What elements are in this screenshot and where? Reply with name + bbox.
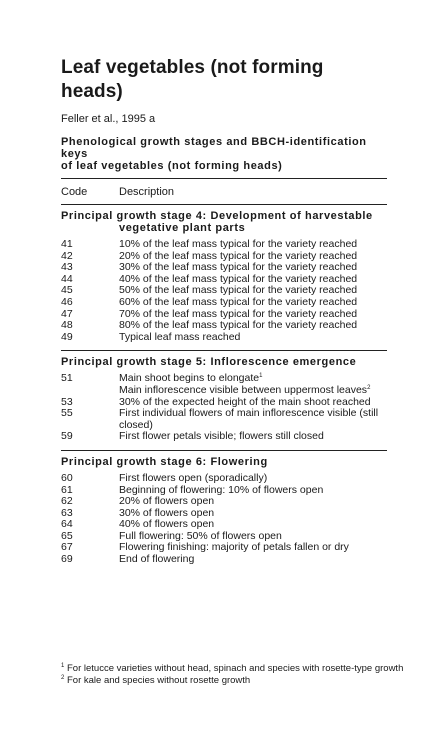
bbch-code: 43 — [61, 261, 73, 274]
footnote — [61, 675, 421, 687]
stage-description-text: 30% of the expected height of the main shoot reached — [119, 395, 371, 408]
bbch-code: 44 — [61, 272, 73, 285]
stage-description-text: Typical leaf mass reached — [119, 330, 241, 343]
stage-section — [61, 351, 387, 450]
table-heading — [61, 136, 387, 172]
table-row — [61, 496, 387, 508]
bbch-code: 61 — [61, 483, 73, 496]
bbch-code: 55 — [61, 407, 73, 420]
stage-description-text: 70% of the leaf mass typical for the variety reached — [119, 307, 358, 320]
stage-description — [119, 408, 387, 431]
stage-title-line-1: Principal growth stage 5: Inflorescence emergence — [61, 356, 357, 369]
stage-title-line-1: Principal growth stage 4: Development of harvestable — [61, 210, 373, 222]
footnote-mark: 1 — [61, 663, 65, 669]
stage-description-text: 30% of the leaf mass typical for the variety reached — [119, 261, 358, 274]
bbch-code: 59 — [61, 430, 73, 443]
bbch-code: 48 — [61, 319, 73, 332]
stage-section — [61, 205, 387, 350]
stage-title — [61, 210, 387, 234]
stage-description-text: End of flowering — [119, 553, 195, 566]
stage-description-text: 10% of the leaf mass typical for the variety reached — [119, 238, 358, 250]
bbch-code: 63 — [61, 506, 73, 519]
column-header-code: Code — [61, 186, 88, 198]
stage-description-text: 60% of the leaf mass typical for the variety reached — [119, 295, 358, 308]
table-row — [61, 554, 387, 566]
footnote-text: For letucce varieties without head, spinach and species with rosette-type growth — [66, 663, 404, 674]
stage-description-text: First flowers open (sporadically) — [119, 471, 268, 484]
stage-description-text: Main inflorescence visible between uppermost leaves — [119, 383, 368, 396]
stage-section — [61, 451, 387, 573]
table-row — [61, 431, 387, 443]
bbch-code: 69 — [61, 553, 73, 566]
stage-description-text: 50% of the leaf mass typical for the variety reached — [119, 284, 358, 297]
footnote-reference: 2 — [367, 384, 371, 391]
bbch-code: 62 — [61, 495, 73, 508]
footnote-text: For kale and species without rosette growth — [66, 674, 251, 686]
document-page — [61, 56, 387, 573]
stage-description-text: Beginning of flowering: 10% of flowers open — [119, 483, 324, 496]
bbch-code: 46 — [61, 295, 73, 308]
stage-description-text: 40% of the leaf mass typical for the variety reached — [119, 272, 358, 285]
bbch-code: 45 — [61, 284, 73, 297]
column-header-description: Description — [119, 186, 175, 198]
stage-title-line-2: vegetative plant parts — [119, 222, 246, 234]
table-row — [61, 408, 387, 431]
bbch-code: 42 — [61, 249, 73, 262]
bbch-code: 53 — [61, 395, 73, 408]
bbch-code: 60 — [61, 471, 73, 484]
table-row — [61, 508, 387, 520]
citation: Feller et al., 1995 a — [61, 113, 156, 125]
stage-description-text: Main shoot begins to elongate — [119, 372, 260, 385]
stage-description-text: First individual flowers of main inflorescence visible (still closed) — [119, 407, 379, 431]
stage-description — [119, 332, 387, 344]
stage-description — [119, 431, 387, 443]
bbch-code — [61, 385, 119, 397]
bbch-code: 67 — [61, 541, 73, 554]
bbch-code: 47 — [61, 307, 73, 320]
stage-description-text: Flowering finishing: majority of petals fallen or dry — [119, 541, 349, 554]
stage-description-text: 20% of flowers open — [119, 495, 215, 508]
stage-title-line-1: Principal growth stage 6: Flowering — [61, 455, 268, 468]
table-heading-line-1: Phenological growth stages and BBCH-identification keys — [61, 136, 367, 160]
footnote-reference: 1 — [259, 373, 263, 380]
bbch-code: 51 — [61, 372, 73, 385]
bbch-code: 41 — [61, 238, 73, 250]
stage-description-text: 40% of flowers open — [119, 518, 215, 531]
stage-description-text: 80% of the leaf mass typical for the variety reached — [119, 319, 358, 332]
table-row — [61, 332, 387, 344]
stage-description — [119, 554, 387, 566]
table-row — [61, 485, 387, 497]
table-header — [61, 179, 387, 204]
footnote — [61, 663, 421, 675]
page-title: Leaf vegetables (not forming heads) — [61, 57, 324, 102]
bbch-code: 65 — [61, 529, 73, 542]
stage-list — [61, 204, 387, 573]
stage-description-text: Full flowering: 50% of flowers open — [119, 529, 282, 542]
stage-description-text: 20% of the leaf mass typical for the variety reached — [119, 249, 358, 262]
stage-title — [61, 456, 387, 468]
bbch-code: 49 — [61, 330, 73, 343]
stage-title — [61, 356, 387, 368]
footnote-mark: 2 — [61, 674, 65, 681]
stage-description-text: 30% of flowers open — [119, 506, 215, 519]
bbch-code: 64 — [61, 518, 73, 531]
stage-description-text: First flower petals visible; flowers still closed — [119, 430, 324, 443]
footnotes — [61, 663, 421, 686]
table-heading-line-2: of leaf vegetables (not forming heads) — [61, 160, 283, 172]
table-row — [61, 542, 387, 554]
